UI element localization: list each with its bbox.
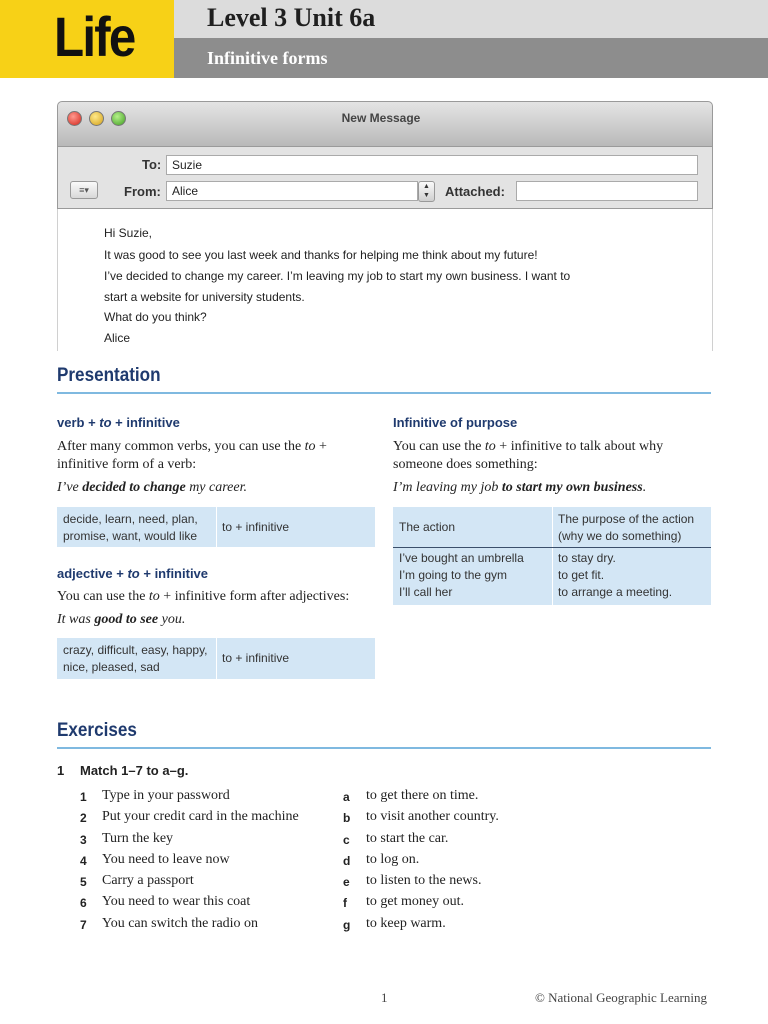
heading-part: + infinitive xyxy=(111,415,180,430)
verb-infinitive-text-line xyxy=(57,438,327,456)
adjective-list-line: crazy, difficult, easy, happy, xyxy=(63,643,208,657)
purpose-table-action: I’m going to the gym xyxy=(399,568,508,582)
mail-header-fields xyxy=(57,147,713,209)
heading-part: to xyxy=(99,415,112,430)
purpose-table-action: I’ve bought an umbrella xyxy=(399,551,524,565)
life-logo xyxy=(0,0,174,78)
mail-body-line: start a website for university students. xyxy=(104,290,305,304)
mail-body-line: It was good to see you last week and thanks for helping me think about my future! xyxy=(104,248,538,262)
header-title-bar xyxy=(174,0,768,38)
copyright: © National Geographic Learning xyxy=(535,990,707,1005)
text-part: + infinitive to talk about why xyxy=(495,439,664,454)
exercises-divider xyxy=(57,747,711,749)
mail-body-line: Alice xyxy=(104,331,131,345)
attached-label: Attached: xyxy=(445,184,505,199)
option-text: to keep warm. xyxy=(366,916,446,931)
item-text: Put your credit card in the machine xyxy=(102,809,299,824)
item-text: Type in your password xyxy=(102,788,230,803)
header-subtitle-bar xyxy=(174,38,768,78)
heading-part: adjective + xyxy=(57,566,128,581)
attached-field[interactable] xyxy=(516,181,698,201)
option-text: to log on. xyxy=(366,852,420,867)
option-letter: c xyxy=(343,833,350,847)
item-text: You can switch the radio on xyxy=(102,916,259,931)
mail-body-line: Hi Suzie, xyxy=(104,226,153,240)
example-part: decided to change xyxy=(82,480,186,495)
question-instruction: Match 1–7 to a–g. xyxy=(80,763,189,778)
purpose-text-line: someone does something: xyxy=(393,457,538,472)
purpose-example xyxy=(393,479,646,497)
mail-body-line: I’ve decided to change my career. I’m leaving my job to start my own business. I want to xyxy=(104,269,571,283)
example-part: It was xyxy=(57,612,95,627)
purpose-table-purpose: to get fit. xyxy=(558,568,605,582)
heading-part: verb + xyxy=(57,415,100,430)
mail-titlebar xyxy=(57,101,713,147)
item-text: You need to leave now xyxy=(102,852,230,867)
question-number: 1 xyxy=(57,763,65,778)
adjective-infinitive-text xyxy=(57,588,349,606)
text-part: + infinitive form after adjectives: xyxy=(159,589,350,604)
verb-rule: to + infinitive xyxy=(222,520,290,534)
item-number: 1 xyxy=(80,790,87,804)
from-select-stepper-icon[interactable]: ▲ ▼ xyxy=(418,181,435,202)
mail-body[interactable] xyxy=(57,209,713,351)
option-letter: a xyxy=(343,790,350,804)
mail-window-title: New Message xyxy=(341,111,421,125)
text-part: + xyxy=(315,439,327,454)
example-part: good to see xyxy=(94,612,159,627)
verb-list-line: promise, want, would like xyxy=(63,529,198,543)
mail-body-line: What do you think? xyxy=(104,310,207,324)
box-divider xyxy=(216,507,217,547)
header-options-menu-button[interactable]: ≡▾ xyxy=(70,181,98,199)
item-text: You need to wear this coat xyxy=(102,894,251,909)
example-part: my career. xyxy=(185,480,247,495)
purpose-table-action: I’ll call her xyxy=(399,585,453,599)
item-number: 2 xyxy=(80,811,87,825)
text-part: to xyxy=(484,439,496,454)
option-text: to listen to the news. xyxy=(366,873,482,888)
option-text: to get money out. xyxy=(366,894,464,909)
option-letter: d xyxy=(343,854,351,868)
to-label: To: xyxy=(142,157,162,172)
to-field[interactable]: Suzie xyxy=(166,155,698,175)
adjective-infinitive-heading xyxy=(57,566,208,581)
verb-list-line: decide, learn, need, plan, xyxy=(63,512,198,526)
purpose-table-purpose: to arrange a meeting. xyxy=(558,585,673,599)
infinitive-of-purpose-heading: Infinitive of purpose xyxy=(393,415,518,430)
purpose-table-purpose: to stay dry. xyxy=(558,551,616,565)
option-text: to get there on time. xyxy=(366,788,479,803)
example-part: I’m leaving my job xyxy=(393,480,502,495)
page-number: 1 xyxy=(381,990,388,1005)
page-title: Level 3 Unit 6a xyxy=(207,3,376,32)
item-number: 3 xyxy=(80,833,87,847)
item-text: Turn the key xyxy=(102,831,174,846)
adjective-rule: to + infinitive xyxy=(222,651,290,665)
heading-part: to xyxy=(127,566,140,581)
purpose-table-header-purpose: The purpose of the action xyxy=(558,512,695,526)
purpose-table-header-action: The action xyxy=(399,520,456,534)
from-field[interactable]: Alice xyxy=(166,181,418,201)
item-text: Carry a passport xyxy=(102,873,194,888)
text-part: to xyxy=(304,439,316,454)
item-number: 5 xyxy=(80,875,87,889)
adjective-list-line: nice, pleased, sad xyxy=(63,660,160,674)
text-part: You can use the xyxy=(57,589,149,604)
option-letter: e xyxy=(343,875,350,889)
option-text: to visit another country. xyxy=(366,809,499,824)
text-part: You can use the xyxy=(393,439,485,454)
purpose-text-line xyxy=(393,438,663,456)
example-part: . xyxy=(642,480,647,495)
verb-infinitive-heading xyxy=(57,415,180,430)
example-part: to start my own business xyxy=(501,480,643,495)
from-label: From: xyxy=(124,184,161,199)
mail-window xyxy=(57,101,713,351)
verb-infinitive-text-line: infinitive form of a verb: xyxy=(57,457,197,472)
verb-list-box xyxy=(57,507,375,547)
item-number: 4 xyxy=(80,854,87,868)
option-letter: b xyxy=(343,811,351,825)
text-part: After many common verbs, you can use the xyxy=(57,439,305,454)
page-subtitle: Infinitive forms xyxy=(207,48,328,68)
verb-infinitive-example xyxy=(57,479,247,497)
presentation-heading: Presentation xyxy=(57,365,161,386)
heading-part: + infinitive xyxy=(139,566,209,581)
adjective-infinitive-example xyxy=(57,611,185,629)
adjective-list-box xyxy=(57,638,375,679)
presentation-divider xyxy=(57,392,711,394)
table-header-rule xyxy=(393,547,711,548)
exercises-heading: Exercises xyxy=(57,720,137,741)
text-part: to xyxy=(148,589,160,604)
option-letter: f xyxy=(343,896,347,910)
box-divider xyxy=(216,638,217,679)
example-part: I’ve xyxy=(57,480,83,495)
logo-text: Life xyxy=(54,5,135,68)
table-column-divider xyxy=(552,507,553,605)
item-number: 7 xyxy=(80,918,87,932)
purpose-table xyxy=(393,507,711,605)
purpose-table-header-purpose: (why we do something) xyxy=(558,529,682,543)
option-text: to start the car. xyxy=(366,831,449,846)
item-number: 6 xyxy=(80,896,87,910)
option-letter: g xyxy=(343,918,351,932)
example-part: you. xyxy=(158,612,186,627)
